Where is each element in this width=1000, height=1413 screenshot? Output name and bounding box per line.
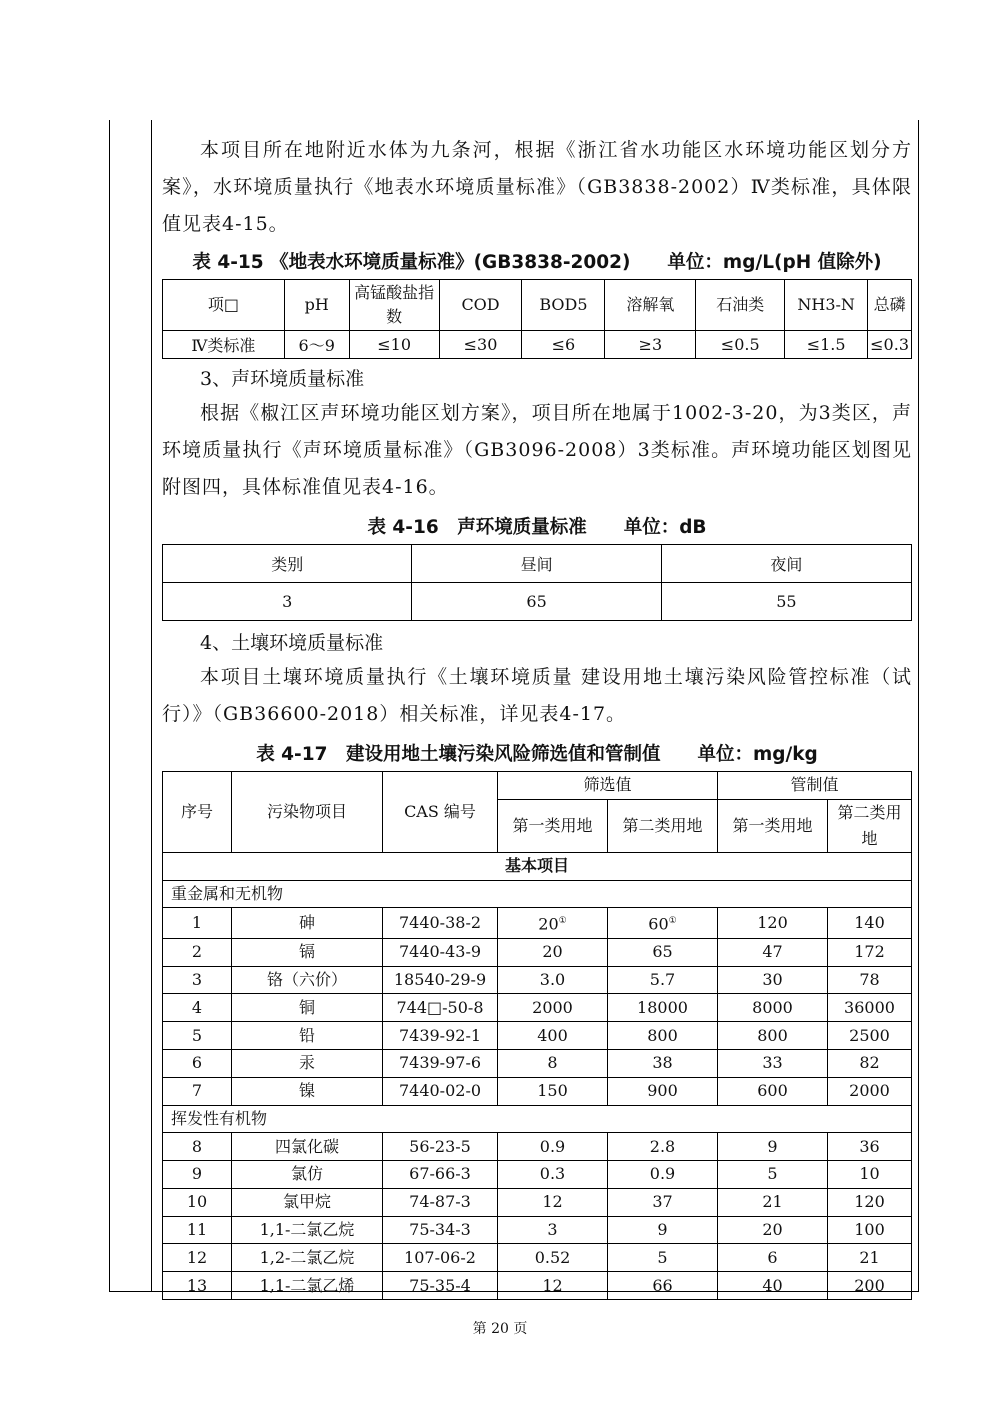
table-row — [163, 938, 912, 966]
cell: 100 — [828, 1216, 912, 1244]
cell: 120 — [828, 1188, 912, 1216]
cell: 30 — [718, 966, 828, 994]
cell: 5 — [718, 1161, 828, 1189]
cell: 铜 — [232, 994, 383, 1022]
cell: Ⅳ类标准 — [163, 331, 285, 359]
cell: 5.7 — [608, 966, 718, 994]
group-row — [163, 1105, 912, 1133]
header-cell: 夜间 — [661, 545, 911, 583]
table-row — [163, 1022, 912, 1050]
table-4-16-header — [163, 545, 912, 583]
cell: 600 — [718, 1077, 828, 1105]
cell: 400 — [498, 1022, 608, 1050]
table-4-17-header-top — [163, 772, 912, 800]
cell: 5 — [608, 1244, 718, 1272]
cell: 36000 — [828, 994, 912, 1022]
cell: 74-87-3 — [383, 1188, 498, 1216]
header-cell: 类别 — [163, 545, 412, 583]
main-content — [162, 120, 912, 1300]
header-cell: 第一类用地 — [718, 799, 828, 852]
table-row — [163, 966, 912, 994]
cell: 67-66-3 — [383, 1161, 498, 1189]
cell: 18000 — [608, 994, 718, 1022]
cell: 1,2-二氯乙烷 — [232, 1244, 383, 1272]
cell: 7439-92-1 — [383, 1022, 498, 1050]
cell: 21 — [718, 1188, 828, 1216]
cell: 7440-38-2 — [383, 908, 498, 938]
cell: 2500 — [828, 1022, 912, 1050]
cell: 55 — [661, 583, 911, 621]
cell: 8 — [498, 1049, 608, 1077]
table-row — [163, 1161, 912, 1189]
group-row — [163, 880, 912, 908]
table-4-15-header — [163, 280, 912, 331]
header-cell: COD — [439, 280, 522, 331]
cell: 0.3 — [498, 1161, 608, 1189]
cell: ≥3 — [605, 331, 696, 359]
cell: 9 — [608, 1216, 718, 1244]
cell: 3.0 — [498, 966, 608, 994]
cell: 21 — [828, 1244, 912, 1272]
cell: 四氯化碳 — [232, 1133, 383, 1161]
cell: 9 — [163, 1161, 232, 1189]
cell: ≤6 — [522, 331, 605, 359]
cell: ≤0.3 — [868, 331, 912, 359]
cell: 172 — [828, 938, 912, 966]
header-cell: 高锰酸盐指数 — [349, 280, 439, 331]
cell: 60① — [608, 908, 718, 938]
cell: 1 — [163, 908, 232, 938]
header-cell: 污染物项目 — [232, 772, 383, 853]
table-row — [163, 1244, 912, 1272]
section-label: 基本项目 — [163, 852, 912, 880]
table-4-16 — [162, 544, 912, 621]
cell: 铅 — [232, 1022, 383, 1050]
cell: 2000 — [498, 994, 608, 1022]
cell: 8000 — [718, 994, 828, 1022]
cell: 65 — [608, 938, 718, 966]
noise-heading: 3、声环境质量标准 — [200, 368, 365, 390]
table-row — [163, 1077, 912, 1105]
cell: 砷 — [232, 908, 383, 938]
soil-paragraph: 本项目土壤环境质量执行《土壤环境质量 建设用地土壤污染风险管控标准（试行）》（GB36600-2018）相关标准，详见表4-17。 — [162, 666, 912, 725]
page-number: 第 20 页 — [472, 1321, 528, 1337]
table-row — [163, 1216, 912, 1244]
cell: 7440-43-9 — [383, 938, 498, 966]
cell: 1,1-二氯乙烷 — [232, 1216, 383, 1244]
cell: 镉 — [232, 938, 383, 966]
header-cell: 管制值 — [718, 772, 912, 800]
group1-rows — [163, 908, 912, 1105]
table-4-16-caption: 表 4-16 声环境质量标准 单位：dB — [367, 517, 707, 538]
cell: 5 — [163, 1022, 232, 1050]
cell: 2000 — [828, 1077, 912, 1105]
cell: 78 — [828, 966, 912, 994]
cell: 20① — [498, 908, 608, 938]
header-cell: NH3-N — [785, 280, 868, 331]
table-row — [163, 1188, 912, 1216]
cell: 汞 — [232, 1049, 383, 1077]
header-cell: CAS 编号 — [383, 772, 498, 853]
header-cell: 第二类用地 — [608, 799, 718, 852]
cell: 10 — [828, 1161, 912, 1189]
header-cell: 项□ — [163, 280, 285, 331]
cell: 200 — [828, 1272, 912, 1300]
cell: 7440-02-0 — [383, 1077, 498, 1105]
cell: 37 — [608, 1188, 718, 1216]
cell: 18540-29-9 — [383, 966, 498, 994]
table-row — [163, 1133, 912, 1161]
table-row — [163, 1272, 912, 1300]
intro-paragraph: 本项目所在地附近水体为九条河，根据《浙江省水功能区水环境功能区划分方案》，水环境质量执行《地表水环境质量标准》（GB3838-2002）Ⅳ类标准，具体限值见表4-15。 — [162, 139, 912, 235]
header-cell: 筛选值 — [498, 772, 718, 800]
header-cell: 第一类用地 — [498, 799, 608, 852]
cell: 82 — [828, 1049, 912, 1077]
cell: 75-34-3 — [383, 1216, 498, 1244]
cell: 12 — [163, 1244, 232, 1272]
cell: ≤30 — [439, 331, 522, 359]
cell: 3 — [163, 583, 412, 621]
cell: 镍 — [232, 1077, 383, 1105]
cell: 107-06-2 — [383, 1244, 498, 1272]
cell: 66 — [608, 1272, 718, 1300]
cell: 75-35-4 — [383, 1272, 498, 1300]
soil-heading: 4、土壤环境质量标准 — [200, 632, 384, 654]
section-row — [163, 852, 912, 880]
header-cell: 总磷 — [868, 280, 912, 331]
cell: 3 — [163, 966, 232, 994]
cell: 7439-97-6 — [383, 1049, 498, 1077]
group-label: 挥发性有机物 — [163, 1105, 912, 1133]
cell: 0.9 — [608, 1161, 718, 1189]
cell: 铬（六价） — [232, 966, 383, 994]
cell: 120 — [718, 908, 828, 938]
table-row — [163, 908, 912, 938]
header-cell: 昼间 — [412, 545, 661, 583]
cell: 2 — [163, 938, 232, 966]
cell: 800 — [608, 1022, 718, 1050]
cell: ≤10 — [349, 331, 439, 359]
footnote-mark: ① — [558, 916, 567, 927]
cell: 11 — [163, 1216, 232, 1244]
noise-paragraph: 根据《椒江区声环境功能区划方案》，项目所在地属于1002-3-20，为3类区，声环境质量执行《声环境质量标准》（GB3096-2008）3类标准。声环境功能区划图见附图四，具体标准值见表4-16。 — [162, 402, 912, 498]
cell: 2.8 — [608, 1133, 718, 1161]
table-row — [163, 1049, 912, 1077]
cell: 12 — [498, 1188, 608, 1216]
cell: 150 — [498, 1077, 608, 1105]
cell: ≤0.5 — [696, 331, 785, 359]
cell: 4 — [163, 994, 232, 1022]
header-cell: 序号 — [163, 772, 232, 853]
cell: 0.9 — [498, 1133, 608, 1161]
cell: 900 — [608, 1077, 718, 1105]
table-4-17 — [162, 771, 912, 1300]
header-cell: 溶解氧 — [605, 280, 696, 331]
header-cell: pH — [284, 280, 349, 331]
cell: 1,1-二氯乙烯 — [232, 1272, 383, 1300]
cell: 10 — [163, 1188, 232, 1216]
cell: 47 — [718, 938, 828, 966]
cell: 40 — [718, 1272, 828, 1300]
table-row — [163, 994, 912, 1022]
header-cell: 石油类 — [696, 280, 785, 331]
left-column-divider — [151, 120, 152, 1292]
cell: 6 — [718, 1244, 828, 1272]
group2-rows — [163, 1133, 912, 1300]
group-label: 重金属和无机物 — [163, 880, 912, 908]
cell: 0.52 — [498, 1244, 608, 1272]
cell: 9 — [718, 1133, 828, 1161]
header-cell: 第二类用地 — [828, 799, 912, 852]
table-row — [163, 583, 912, 621]
cell: 7 — [163, 1077, 232, 1105]
cell: 38 — [608, 1049, 718, 1077]
table-row — [163, 331, 912, 359]
cell: 3 — [498, 1216, 608, 1244]
cell: ≤1.5 — [785, 331, 868, 359]
header-cell: BOD5 — [522, 280, 605, 331]
cell: 800 — [718, 1022, 828, 1050]
cell: 65 — [412, 583, 661, 621]
cell: 氯甲烷 — [232, 1188, 383, 1216]
cell: 33 — [718, 1049, 828, 1077]
cell: 6 — [163, 1049, 232, 1077]
cell: 13 — [163, 1272, 232, 1300]
table-4-17-caption: 表 4-17 建设用地土壤污染风险筛选值和管制值 单位：mg/kg — [256, 744, 818, 765]
cell: 56-23-5 — [383, 1133, 498, 1161]
cell: 20 — [718, 1216, 828, 1244]
cell: 744□-50-8 — [383, 994, 498, 1022]
cell: 12 — [498, 1272, 608, 1300]
cell: 20 — [498, 938, 608, 966]
cell: 6～9 — [284, 331, 349, 359]
cell: 8 — [163, 1133, 232, 1161]
table-4-15 — [162, 279, 912, 359]
cell: 36 — [828, 1133, 912, 1161]
cell: 140 — [828, 908, 912, 938]
footnote-mark: ① — [668, 916, 677, 927]
table-4-15-caption: 表 4-15 《地表水环境质量标准》(GB3838-2002) 单位：mg/L(pH 值除外) — [192, 252, 882, 273]
cell: 氯仿 — [232, 1161, 383, 1189]
